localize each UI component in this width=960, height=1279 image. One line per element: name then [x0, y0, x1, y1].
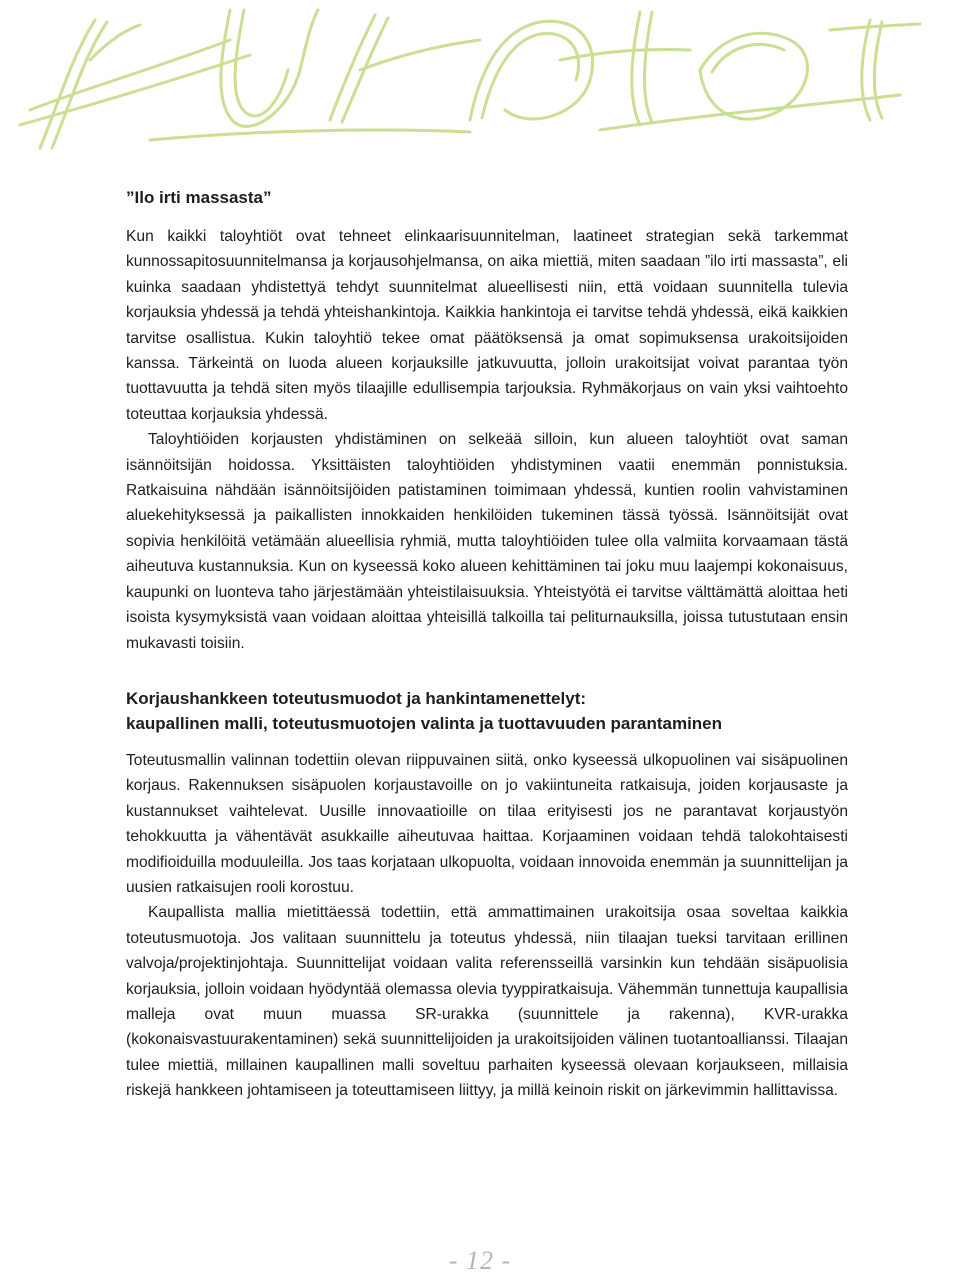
page-number: - 12 -	[448, 1246, 512, 1275]
section-heading-line2: kaupallinen malli, toteutusmuotojen valinta ja tuottavuuden parantaminen	[126, 713, 723, 733]
header-logo-art	[0, 0, 960, 150]
section-heading	[126, 686, 848, 736]
section-title-ilo-irti-massasta: ”Ilo irti massasta”	[126, 188, 272, 207]
body-paragraph: Kaupallista mallia mietittäessä todettiin, että ammattimainen urakoitsija osaa soveltaa kaikkia toteutusmuotoja. Jos valitaan suunnittelu ja toteutus yhdessä, niin tilaajan tueksi tarvitaan erillinen valvoja/projektinjohtaja. Suunnittelijat voidaan valita referensseillä varsinkin kun tehdään sisäpuolisia korjauksia, jolloin voidaan hyödyntää olemassa olevia tyyppiratkaisuja. Vähemmän tunnettuja kaupallisia malleja ovat muun muassa SR-urakka (suunnittele ja rakenna), KVR-urakka (kokonaisvastuurakentaminen) sekä suunnittelijoiden ja urakoitsijoiden välinen tuotantoallianssi. Tilaajan tulee miettiä, millainen kaupallinen malli soveltuu parhaiten kyseessä olevaan korjaukseen, millaisia riskejä hankkeen johtamiseen ja toteuttamiseen liittyy, ja millä keinoin riskit on järkevimmin hallittavissa.	[126, 904, 848, 1100]
body-paragraph: Kun kaikki taloyhtiöt ovat tehneet elinkaarisuunnitelman, laatineet strategian sekä tarkemmat kunnossapitosuunnitelmansa ja korjausohjelmansa, on aika miettiä, miten saadaan ”ilo irti massasta”, eli kuinka saadaan yhdistettyä tehdyt suunnitelmat alueellisesti niin, että voidaan suunnitella tulevia korjauksia yhdessä ja tehdä yhteishankintoja. Kaikkia hankintoja ei tarvitse tehdä yhdessä, eikä kaikkien tarvitse osallistua. Kukin taloyhtiö tekee omat päätöksensä ja omat sopimuksensa urakoitsijoiden kanssa. Tärkeintä on luoda alueen korjauksille jatkuvuutta, jolloin urakoitsijat voivat parantaa työn tuottavuutta ja tehdä siten myös tilaajille edullisempia tarjouksia. Ryhmäkorjaus on vain yksi vaihtoehto toteuttaa korjauksia yhdessä.	[126, 228, 848, 423]
page-content	[126, 186, 848, 1104]
section-heading-line1: Korjaushankkeen toteutusmuodot ja hankintamenettelyt:	[126, 688, 587, 708]
body-paragraph: Toteutusmallin valinnan todettiin olevan riippuvainen siitä, onko kyseessä ulkopuolinen vai sisäpuolinen korjaus. Rakennuksen sisäpuolen korjaustavoille on jo vakiintuneita ratkaisuja, joiden korjausaste ja kustannukset vaihtelevat. Uusille innovaatioille on tilaa erityisesti jos ne parantavat korjaustyön tehokkuutta ja vähentävät asukkaille aiheutuvaa haittaa. Korjaaminen voidaan tehdä talokohtaisesti modifioiduilla moduuleilla. Jos taas korjataan ulkopuolta, voidaan innovoida enemmän ja suunnittelijan ja uusien ratkaisujen rooli korostuu.	[126, 751, 848, 896]
body-paragraph: Taloyhtiöiden korjausten yhdistäminen on selkeää silloin, kun alueen taloyhtiöt ovat saman isännöitsijän hoidossa. Yksittäisten taloyhtiöiden yhdistyminen vaatii enemmän ponnistuksia. Ratkaisuina nähdään isännöitsijöiden patistaminen toimimaan yhdessä, kuntien roolin vahvistaminen aluekehityksessä ja paikallisten innokkaiden henkilöiden tukeminen tässä työssä. Isännöitsijät ovat sopivia henkilöitä vetämään alueellisia ryhmiä, mutta taloyhtiöiden tulee olla valmiita korvaamaan tästä aiheutuva kustannuksia. Kun on kyseessä koko alueen kehittäminen tai joku muu laajempi kokonaisuus, kaupunki on luonteva taho järjestämään yhteistilaisuuksia. Yhteistyötä ei tarvitse välttämättä aloittaa heti isoista kysymyksistä vaan voidaan aloittaa yhteisillä talkoilla tai peliturnauksilla, joissa tutustutaan ensin mukavasti toisiin.	[126, 431, 848, 652]
green-script-logo-icon	[20, 10, 920, 148]
